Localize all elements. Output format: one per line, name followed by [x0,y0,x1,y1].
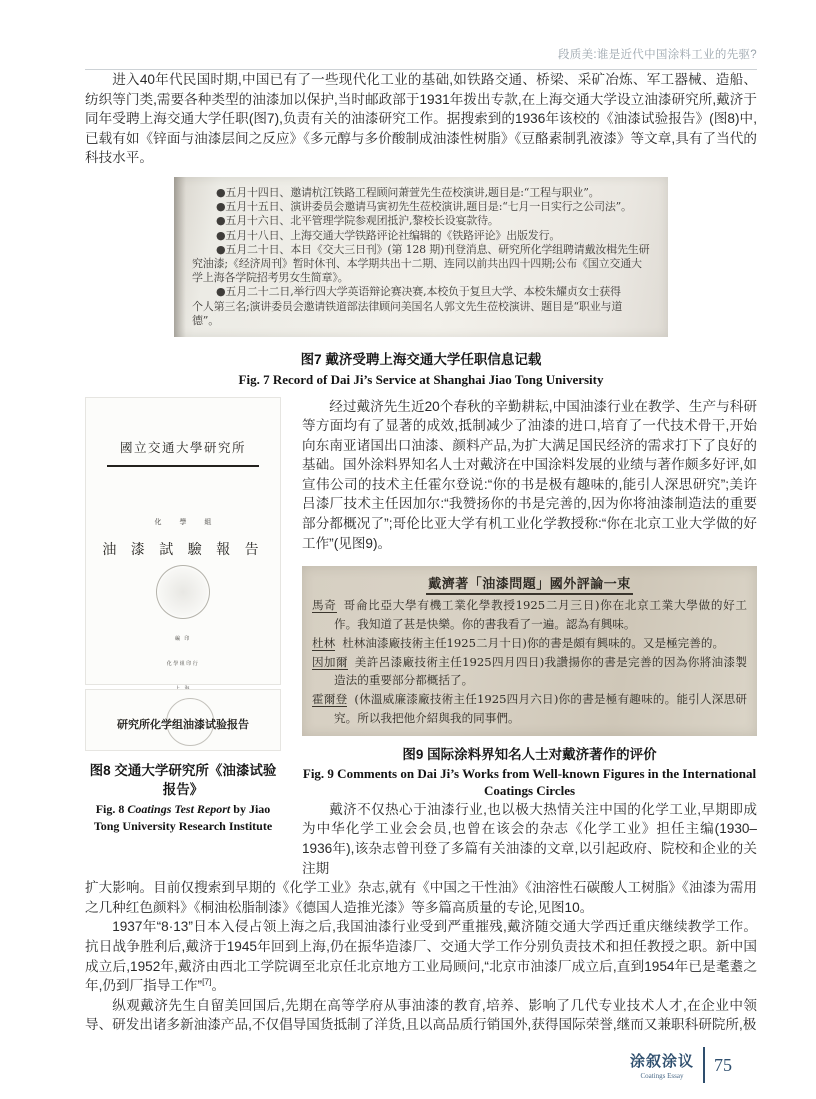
two-column-section [85,397,757,879]
page-number: 75 [714,1054,732,1075]
figure8-cover-photo [85,397,281,685]
fig8-group-label: 化 學 組 [154,518,220,526]
journal-brand-en: Coatings Essay [640,1072,684,1080]
fig7-line [192,229,656,243]
fig8-report-title: 油 漆 試 驗 報 告 [102,541,264,558]
fig9-commenter-name: 馬奇 [312,598,337,613]
fig9-commenter-name: 因加爾 [312,654,348,669]
fig7-line-text: 究油漆;《经济周刊》暂时休刊、本学期共出十二期、连同以前共出四十四期;公布《国立交通大 [192,257,642,271]
running-header-text: 段质美:谁是近代中国涂料工业的先驱? [558,49,757,61]
fig8-imprint-line: 編 印 [175,635,191,642]
journal-brand [630,1050,694,1080]
figure7-caption-en: Fig. 7 Record of Dai Ji’s Service at Shanghai Jiao Tong University [238,372,604,387]
fig7-line-text: 个人第三名;演讲委员会邀请铁道部法律顾问美国名人郭文先生莅校演讲、题目是“职业与道 [192,299,623,313]
fig7-line-text: ●五月十五日、演讲委员会邀请马寅初先生莅校演讲,题目是:“七月一日实行之公司法”。 [216,200,632,214]
fig7-line-underlined [192,257,656,271]
paragraph-wartime [85,917,757,995]
fig8-caption-en-title: Coatings Test Report [127,801,231,816]
fig8-title-rule [107,465,258,467]
fig9-comment-entry [312,596,747,634]
figure9-photo [302,566,757,736]
fig7-line [192,271,656,285]
fig9-clipping-title-text: 戴濟著「油漆問題」國外評論一束 [426,577,633,595]
figure8-caption-en [85,801,281,835]
journal-brand-cn: 涂叙涂议 [629,1053,694,1070]
fig9-comment-text: 杜林油漆廠技術主任1925二月十日)你的書是頗有興味的。又是極完善的。 [342,635,725,650]
fig9-comment-text: 哥侖比亞大學有機工業化學教授1925二月三日)你在北京工業大學做的好工作。我知道了甚是快樂。你的書我看了一遍。認為有興味。 [334,598,747,632]
fig7-line-text: 学上海各学院招考男女生简章》。 [192,271,349,285]
fig7-line [192,285,656,299]
fig9-comment-text: 美許呂漆廠技術主任1925四月四日)我讚揚你的書是完善的因為你將油漆製造法的重要部分都概括了。 [334,654,747,688]
fig7-line [192,186,656,200]
paragraph-intro: 进入40年代民国时期,中国已有了一些现代化工业的基础,如铁路交通、桥梁、采矿冶炼、军工器械、造船、纺织等门类,需要各种类型的油漆加以保护,当时邮政部于1931年拨出专款,在上海交通大学设立油漆研究所,戴济于同年受聘上海交通大学任职(图7),负责有关的油漆研究工作。据搜索到的1936年该校的《油漆试验报告》(图8)中,已载有如《锌面与油漆层间之反应》《多元醇与多价酸制成油漆性树脂》《豆酪素制乳液漆》等文章,具有了当代的科技水平。 [85,72,757,166]
fig8-caption-en-suffix: by Jiao Tong University Research Institute [93,801,273,833]
fig8-imprint-line: 化學組印行 [166,660,200,667]
fig7-line [192,200,656,214]
fig7-line-text: 德”。 [192,313,220,327]
paragraph-chemical-industry-cont: 扩大影响。目前仅搜索到早期的《化学工业》杂志,就有《中国之干性油》《油溶性石碳酸人工树脂》《油漆为需用之几种红色颜料》《桐油松脂制漆》《德国人造推光漆》等多篇高质量的专论,见图10。 [85,880,757,915]
right-column [302,397,757,879]
fig9-comment-entry [312,653,747,691]
fig9-commenter-name: 霍爾登 [312,692,348,707]
paragraph-wartime-text: 1937年“8·13”日本入侵占领上海之后,我国油漆行业受到严重摧残,戴济随交通大学西迁重庆继续教学工作。抗日战争胜利后,戴济于1945年回到上海,仍在振华造漆厂、交通大学工作分别负责技术和担任教授之职。新中国成立后,1952年,戴济由西北工学院调至北京任北京地方工业局顾问,“北京市油漆厂成立后,直到1954年已是耄耋之年,仍到厂指导工作” [85,919,757,994]
figure7-caption-cn: 图7 戴济受聘上海交通大学任职信息记载 [300,352,542,367]
figure9-caption-en: Fig. 9 Comments on Dai Ji’s Works from Well-known Figures in the International Coatings Circles [302,765,757,799]
paragraph-chemical-industry: 戴济不仅热心于油漆行业,也以极大热情关注中国的化学工业,早期即成为中华化学工业会会员,也曾在该会的杂志《化学工业》担任主编(1930–1936年),该杂志曾刊登了多篇有关油漆的文章,以引起政府、院校和企业的关注期 [302,801,757,876]
figure8-caption-cn: 图8 交通大学研究所《油漆试验报告》 [89,762,277,797]
fig9-commenter-name: 杜林 [312,635,336,650]
fig7-line-text: ●五月十八日、上海交通大学铁路评论社编辑的《铁路评论》出版发行。 [216,228,561,242]
photo-gutter-shadow [174,177,186,337]
fig7-line-text: ●五月十六日、北平管理学院参观团抵沪,黎校长设宴款待。 [216,214,499,228]
fig8-round-stamp [156,565,210,619]
paragraph-wartime-end: 。 [211,978,226,994]
fig9-comment-entry [312,634,747,653]
fig8-caption-en-prefix: Fig. 8 [95,801,125,816]
fig8-institute-title: 國立交通大學研究所 [119,439,246,455]
paragraph-achievements: 经过戴济先生近20个春秋的辛勤耕耘,中国油漆行业在教学、生产与科研等方面均有了显著的成效,抵制减少了油漆的进口,培育了一代技术骨干,开始向东南亚诸国出口油漆、颜料产品,为扩大满足国民经济的需求打下了良好的基础。国外涂料界知名人士对戴济在中国涂料发展的业绩与著作颇多好评,如宣伟公司的技术主任霍尔登说:“你的书是极有趣味的,能引人深思研究”;美许吕漆厂技术主任因加尔:“我赞扬你的书是完善的,因为你将油漆制造法的重要部分都概况了”;哥伦比亚大学有机工业化学教授称:“你在北京工业大学做的好工作”(见图9)。 [302,398,757,551]
fig7-line-text: ●五月二十日、本日《交大三日刊》(第 128 期)刊登消息、研究所化学组聘请戴汝楫先生研 [216,243,649,257]
fig7-line-text: ●五月二十二日,举行四大学英语辩论赛决赛,本校负于复旦大学、本校朱耀贞女士获得 [216,285,621,299]
fig7-line [192,214,656,228]
figure7-photo [174,177,668,337]
reference-7-marker: [7] [202,976,212,987]
fig8-strip-text: 研究所化学组油漆试验报告 [117,717,249,731]
fig7-line [192,300,656,314]
figure8-strip-photo [85,689,281,751]
fig9-comment-text: (休溫威廉漆廠技術主任1925四月六日)你的書是極有趣味的。能引人深思研究。所以我把他介紹與我的同事們。 [334,692,747,726]
figure8-column [85,397,281,835]
fig7-line-text: ●五月十四日、邀请杭江铁路工程顾问萧萱先生莅校演讲,题目是:“工程与职业”。 [216,185,600,199]
fig9-clipping-title [312,573,747,592]
fig7-line-underlined [192,243,656,257]
paragraph-summary: 纵观戴济先生自留美回国后,先期在高等学府从事油漆的教育,培养、影响了几代专业技术人才,在企业中领导、研发出诸多新油漆产品,不仅倡导国货抵制了洋货,且以高品质行销国外,获得国际荣誉,继而又兼职科研院所,极 [85,997,757,1033]
running-header [85,0,757,62]
fig7-line [192,314,656,328]
footer-divider [703,1047,705,1083]
figure9-caption-cn: 图9 国际涂料界知名人士对戴济著作的评价 [402,746,657,762]
fig9-comment-entry [312,690,747,728]
page-footer [630,1047,732,1083]
